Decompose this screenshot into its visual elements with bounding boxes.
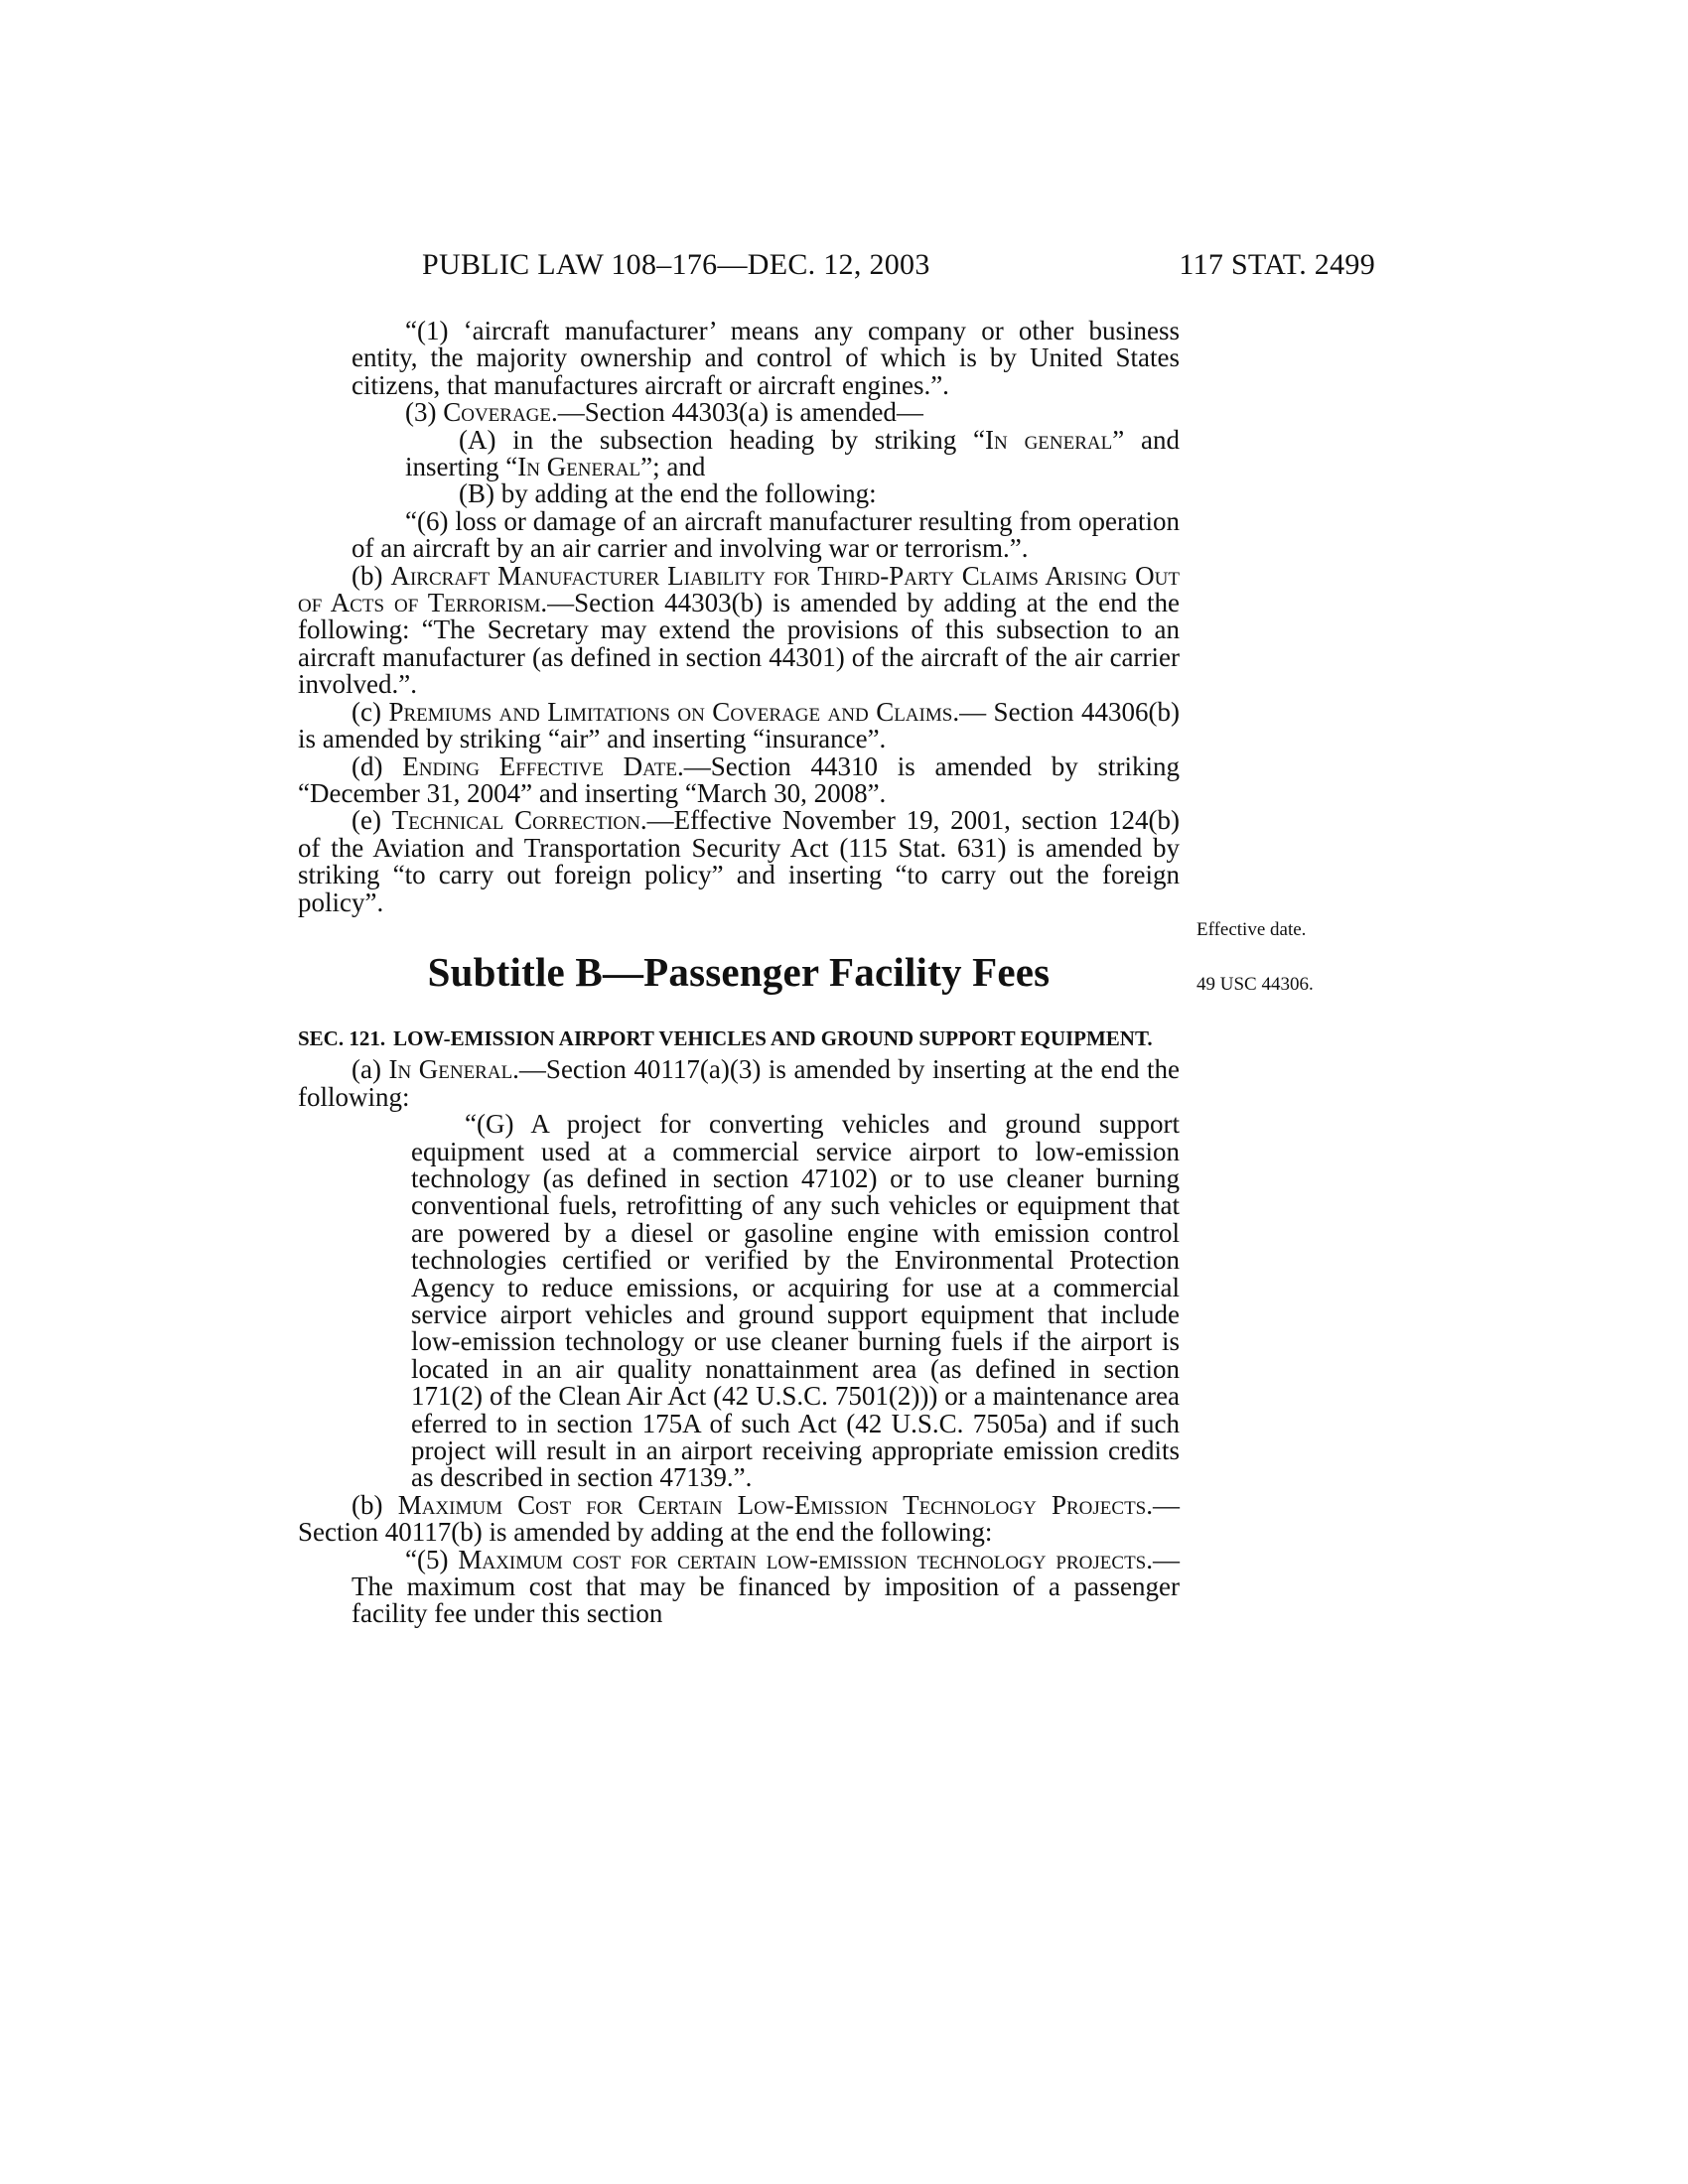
heading-third-party-claims: Aircraft Manufacturer Liability for Third-Party Claims Arising Out of Acts of Terrorism bbox=[298, 560, 1180, 618]
heading-maximum-cost-quoted: Maximum cost for certain low-emission technology projects bbox=[458, 1544, 1147, 1574]
paragraph-section-b: (b) Maximum Cost for Certain Low-Emission Technology Projects.—Section 40117(b) is amended by adding at the end the following: bbox=[298, 1489, 1180, 1548]
public-law-citation: PUBLIC LAW 108–176—DEC. 12, 2003 bbox=[422, 248, 930, 281]
paragraph-subsection-e: (e) Technical Correction.—Effective November 19, 2001, section 124(b) of the Aviation and Transportation Security Act (115 Stat. 631) is amended by striking “to carry out foreign policy” and inserting “to carry out the foreign policy”. bbox=[298, 805, 1180, 917]
paragraph-coverage: (3) Coverage.—Section 44303(a) is amended— bbox=[405, 397, 923, 428]
heading-technical-correction: Technical Correction bbox=[391, 805, 640, 836]
margin-note-effective-date: Effective date. bbox=[1196, 919, 1307, 940]
paragraph-quoted-5: “(5) Maximum cost for certain low-emission technology projects.—The maximum cost that may be financed by imposition of a passenger facility fee under this section bbox=[352, 1544, 1180, 1629]
heading-maximum-cost: Maximum Cost for Certain Low-Emission Technology Projects bbox=[397, 1489, 1147, 1520]
section-heading bbox=[298, 1025, 1180, 1052]
running-header bbox=[422, 248, 1375, 288]
heading-premiums: Premiums and Limitations on Coverage and Claims bbox=[388, 696, 953, 727]
subtitle-heading: Subtitle B—Passenger Facility Fees bbox=[427, 948, 1051, 995]
paragraph-subsection-c: (c) Premiums and Limitations on Coverage and Claims.— Section 44306(b) is amended by striking “air” and inserting “insurance”. bbox=[298, 696, 1180, 754]
paragraph-coverage-b: (B) by adding at the end the following: bbox=[459, 478, 877, 509]
section-title: LOW-EMISSION AIRPORT VEHICLES AND GROUND SUPPORT EQUIPMENT. bbox=[393, 1025, 1153, 1050]
paragraph-aircraft-manufacturer-definition: “(1) ‘aircraft manufacturer’ means any company or other business entity, the majority ownership and control of which is by United States citizens, that manufactures aircraft or aircraft engines.”. bbox=[352, 316, 1180, 400]
margin-note-usc-citation: 49 USC 44306. bbox=[1196, 974, 1314, 995]
paragraph-subsection-b: (b) Aircraft Manufacturer Liability for Third-Party Claims Arising Out of Acts of Terrorism.—Section 44303(b) is amended by adding at the end the following: “The Secretary may extend the provisions of this subsection to an aircraft manufacturer (as defined in section 44301) of the aircraft of the air carrier involved.”. bbox=[298, 560, 1180, 700]
paragraph-loss-or-damage: “(6) loss or damage of an aircraft manufacturer resulting from operation of an aircraft by an air carrier and involving war or terrorism.”. bbox=[352, 505, 1180, 564]
paragraph-section-a: (a) In General.—Section 40117(a)(3) is amended by inserting at the end the following: bbox=[298, 1054, 1180, 1112]
paragraph-subsection-d: (d) Ending Effective Date.—Section 44310 is amended by striking “December 31, 2004” and inserting “March 30, 2008”. bbox=[298, 751, 1181, 808]
heading-coverage: Coverage bbox=[443, 397, 552, 428]
paragraph-quoted-g: “(G) A project for converting vehicles and ground support equipment used at a commercial service airport to low-emission technology (as defined in section 47102) or to use cleaner burning conventional fuels, retrofitting of any such vehicles or equipment that are powered by a diesel or gasoline engine with emission control technologies certified or verified by the Environmental Protection Agency to reduce emissions, or acquiring for use at a commercial service airport vehicles and ground support equipment that include low-emission technology or use cleaner burning fuels if the airport is located in an air quality nonattainment area (as defined in section 171(2) of the Clean Air Act (42 U.S.C. 7501(2))) or a maintenance area eferred to in section 175A of such Act (42 U.S.C. 7505a) and if such project will result in an airport receiving appropriate emission credits as described in section 47139.”. bbox=[411, 1109, 1180, 1493]
paragraph-coverage-a: (A) in the subsection heading by striking “In general” and inserting “In General”; and bbox=[405, 424, 1180, 482]
heading-ending-effective-date: Ending Effective Date bbox=[402, 751, 677, 781]
section-number: SEC. 121. bbox=[298, 1025, 386, 1050]
heading-in-general: In General bbox=[388, 1054, 513, 1085]
statute-page-number: 117 STAT. 2499 bbox=[1179, 248, 1375, 281]
main-text-column bbox=[298, 318, 1180, 1628]
